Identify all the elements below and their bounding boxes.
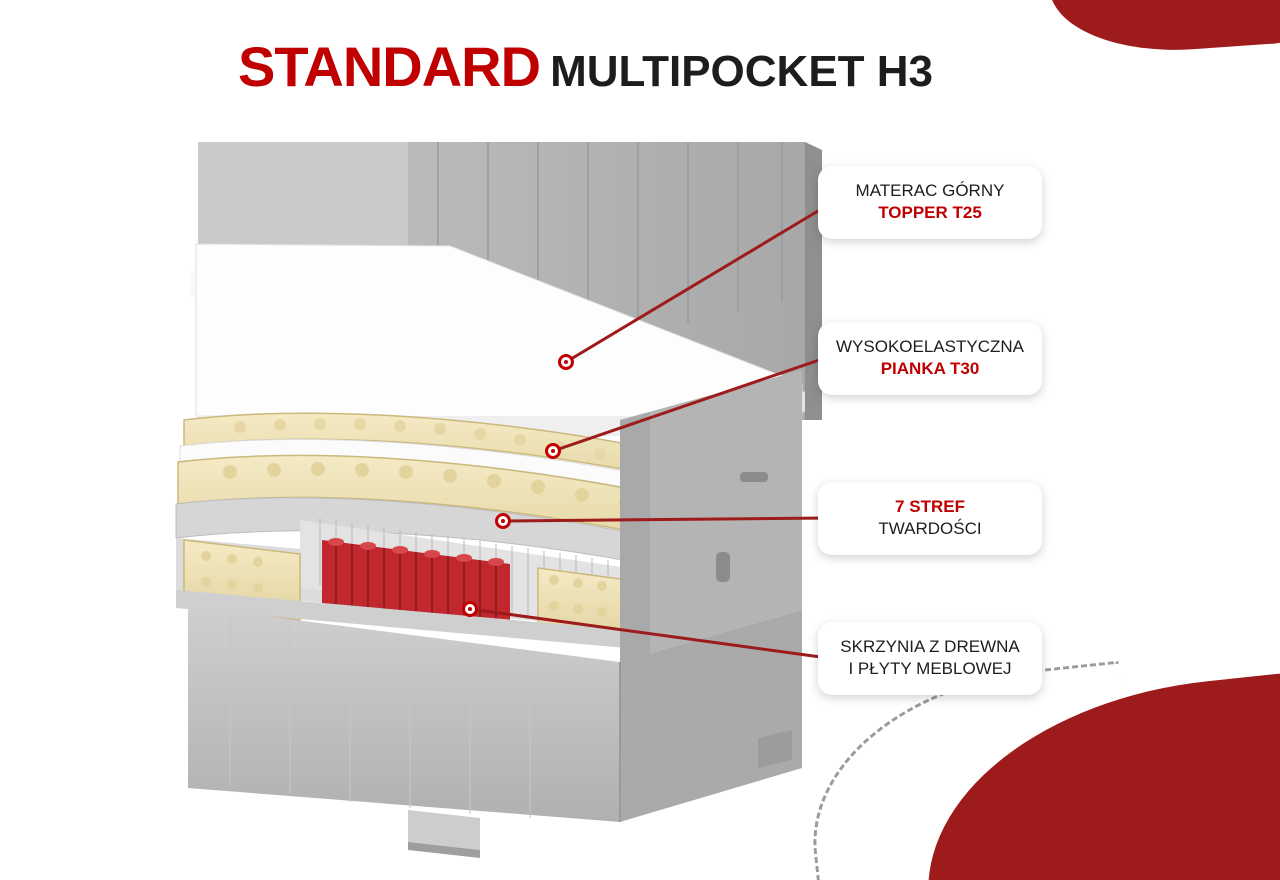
callout-topper-line1: MATERAC GÓRNY (855, 181, 1005, 200)
callout-box (818, 622, 1042, 695)
marker-dot-topper (558, 354, 574, 370)
bed-cutaway-illustration (150, 120, 850, 860)
marker-dot-zones (495, 513, 511, 529)
decorative-swoosh-top (1046, 0, 1280, 59)
callout-zones (818, 482, 1042, 555)
marker-dot-box (462, 601, 478, 617)
callout-foam-line2: PIANKA T30 (880, 359, 980, 379)
callout-foam (818, 322, 1042, 395)
callout-box-line2: I PŁYTY MEBLOWEJ (848, 659, 1012, 679)
callout-zones-line2: TWARDOŚCI (878, 519, 982, 539)
callout-zones-line1: 7 STREF (895, 497, 965, 516)
title-strong: STANDARD (238, 35, 541, 98)
mattress-handle (740, 472, 768, 482)
title-rest: MULTIPOCKET H3 (550, 47, 934, 96)
mattress-handle (716, 552, 730, 582)
callout-box-line1: SKRZYNIA Z DREWNA (840, 637, 1020, 656)
page-title (238, 34, 933, 99)
callout-topper (818, 166, 1042, 239)
wooden-box-base (188, 606, 802, 822)
callout-foam-line1: WYSOKOELASTYCZNA (836, 337, 1024, 356)
callout-topper-line2: TOPPER T25 (878, 203, 982, 223)
marker-dot-foam (545, 443, 561, 459)
